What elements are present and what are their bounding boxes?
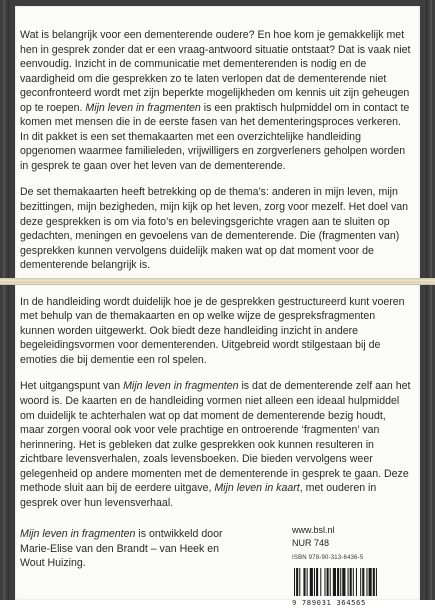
book-title: Mijn leven in fragmenten [123, 380, 239, 393]
box-edge-left [3, 0, 9, 600]
barcode-bars [292, 568, 410, 596]
book-title: Mijn leven in fragmenten [85, 101, 201, 114]
publisher-website: www.bsl.nl [292, 525, 335, 535]
barcode [292, 568, 412, 609]
publisher-info [292, 524, 412, 609]
paragraph-themes: De set themakaarten heeft betrekking op de thema’s: anderen in mijn leven, mijn bezittingen, mijn bezigheden, mijn kijk op het leven, zorg voor mezelf. Het doel van deze gesprekken is om via foto’s en belevingsgerichte vragen aan te sluiten op gedachten, meningen en gevoelens van de dementerende. Die (fragmenten van) gesprekken kunnen vervolgens duidelijk maken wat op dat moment voor de dementerende belangrijk is. [20, 186, 409, 272]
authors-credit: Mijn leven in fragmenten is ontwikkeld door Marie-Elise van den Brandt – van Heek en Wout Huizing. [20, 528, 223, 569]
book-title: Mijn leven in fragmenten [20, 528, 136, 540]
barcode-number: 9 789031 364565 [292, 598, 366, 607]
related-book-title: Mijn leven in kaart [214, 482, 300, 495]
paragraph-intro: Wat is belangrijk voor een dementerende oudere? En hoe kom je gemakkelijk met hen in gesprek zonder dat er een vraag-antwoord situatie ontstaat? Dat is vaak niet eenvoudig. Inzicht in de communicatie met dementerenden is nodig en de vaardigheid om die gesprekken zo te laten verlopen dat de dementerende niet geconfronteerd wordt met zijn beperkte mogelijkheden om kennis uit zijn geheugen op te roepen. Mijn leven in fragmenten is een praktisch hulpmiddel om in contact te komen met mensen die in de eerste fasen van het dementeringsproces verkeren. In dit pakket is een set themakaarten met een overzichtelijke handleiding opgenomen waarmee familieleden, vrijwilligers en zorgverleners geholpen worden in gesprek te gaan over het leven van de dementerende. [20, 29, 411, 172]
paragraph-approach: Het uitgangspunt van Mijn leven in fragmenten is dat de dementerende zelf aan het woord is. De kaarten en de handleiding vormen niet alleen een ideaal hulpmiddel om duidelijk te achterhalen wat op dat moment de dementerende bezig houdt, maar zorgen vooral ook voor vele prachtige en ontroerende ‘fragmenten’ van herinnering. Het is gebleken dat zulke gesprekken ook kunnen resulteren in zichtbare levensverhalen, zoals levensboeken. Die bieden vervolgens weer gelegenheid op andere momenten met de dementerende in gesprek te gaan. Deze methode sluit aan bij de eerdere uitgave, Mijn leven in kaart, met ouderen in gesprek over hun levensverhaal. [20, 380, 411, 509]
description-text [20, 28, 412, 522]
isbn-label: ISBN 978-90-313-6436-5 [292, 555, 364, 561]
box-edge-right [426, 0, 432, 600]
nur-code: NUR 748 [292, 538, 330, 548]
paragraph-handbook: In de handleiding wordt duidelijk hoe je de gesprekken gestructureerd kunt voeren met behulp van de themakaarten en op welke wijze de gespreksfragmenten kunnen worden uitgewerkt. Ook biedt deze handleiding inzicht in andere begeleidingsvormen voor dementerenden. Uitgebreid wordt stilgestaan bij de emoties die bij dementie een rol spelen. [20, 295, 405, 366]
